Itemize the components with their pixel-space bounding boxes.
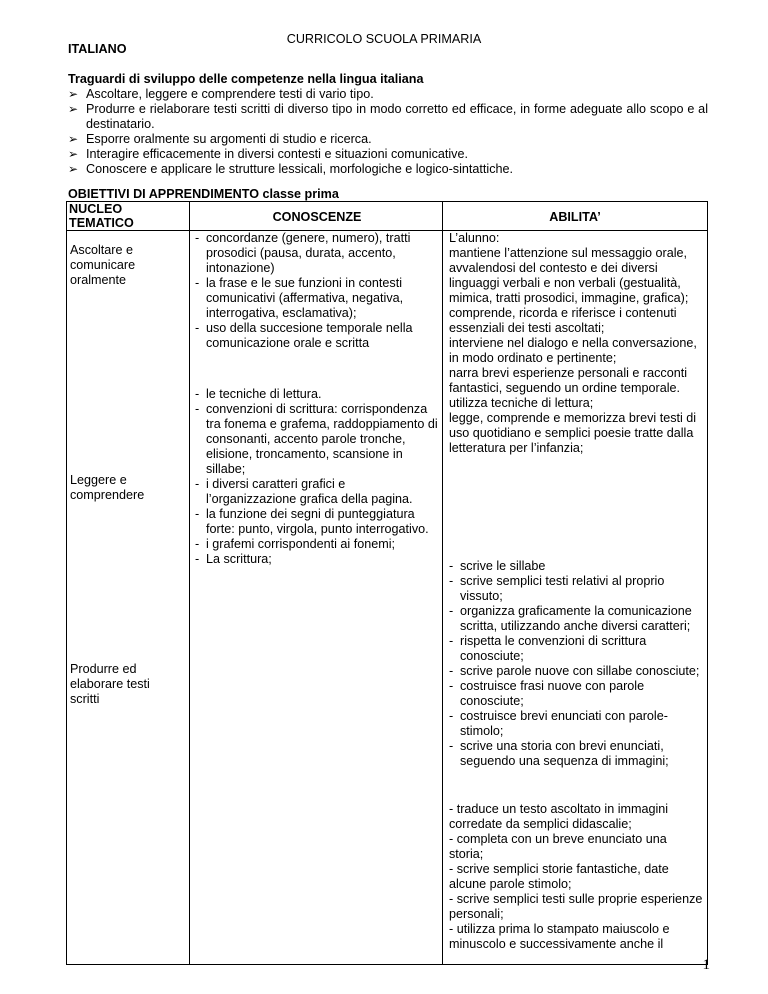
curriculum-table: [66, 201, 708, 965]
list-item: - i diversi caratteri grafici e l’organizzazione grafica della pagina.: [195, 477, 439, 507]
list-item: - organizza graficamente la comunicazione scritta, utilizzando anche diversi caratteri;: [449, 604, 701, 634]
traguardi-item: ➢ Conoscere e applicare le strutture lessicali, morfologiche e logico-sintattiche.: [68, 162, 513, 176]
list-item: - scrive parole nuove con sillabe conosciute;: [449, 664, 701, 679]
traguardi-list: [68, 87, 708, 177]
header-abilita: ABILITA’: [549, 210, 601, 224]
list-item: - le tecniche di lettura.: [195, 387, 439, 402]
nucleo-ascoltare: Ascoltare e comunicare oralmente: [70, 243, 136, 287]
list-item: - rispetta le convenzioni di scrittura conosciute;: [449, 634, 701, 664]
traguardi-item: ➢ Interagire efficacemente in diversi contesti e situazioni comunicative.: [68, 147, 468, 161]
conoscenze-list-ascolto: [195, 231, 439, 351]
arrow-bullet-icon: ➢: [68, 132, 79, 146]
table-column-divider: [189, 202, 190, 964]
list-item: - i grafemi corrispondenti ai fonemi;: [195, 537, 439, 552]
list-item: - la funzione dei segni di punteggiatura forte: punto, virgola, punto interrogativo.: [195, 507, 439, 537]
arrow-bullet-icon: ➢: [68, 102, 79, 116]
traguardi-section: [68, 72, 708, 177]
document-title: CURRICOLO SCUOLA PRIMARIA: [286, 32, 482, 46]
list-item: - convenzioni di scrittura: corrispondenza tra fonema e grafema, raddoppiamento di consonanti, accento parole tronche, elisione, troncamento, scansione in sillabe;: [195, 402, 439, 477]
conoscenze-list-lettura: [195, 387, 439, 567]
traguardi-item: ➢ Produrre e rielaborare testi scritti di diverso tipo in modo corretto ed efficace, in forme adeguate allo scopo e al destinatario.: [68, 102, 708, 131]
abilita-ascolto-lettura: L’alunno: mantiene l’attenzione sul messaggio orale, avvalendosi del contesto e dei diversi linguaggi verbali e non verbali (gestualità, mimica, tratti prosodici, immagine, grafica); comprende, ricorda e riferisce i contenuti essenziali dei testi ascoltati; interviene nel dialogo e nella conversazione, in modo ordinato e pertinente; narra brevi esperienze personali e racconti fantastici, seguendo un ordine temporale. utilizza tecniche di lettura; legge, comprende e memorizza brevi testi di uso quotidiano e semplici poesie tratte dalla letteratura per l’infanzia;: [449, 231, 697, 455]
page-number: 1: [702, 957, 710, 973]
arrow-bullet-icon: ➢: [68, 87, 79, 101]
nucleo-leggere: Leggere e comprendere: [70, 473, 145, 502]
list-item: - la frase e le sue funzioni in contesti comunicativi (affermativa, negativa, interrogativa, esclamativa);: [195, 276, 439, 321]
traguardi-item: ➢ Esporre oralmente su argomenti di studio e ricerca.: [68, 132, 372, 146]
obiettivi-heading: OBIETTIVI DI APPRENDIMENTO classe prima: [68, 187, 339, 201]
list-item: - uso della succesione temporale nella comunicazione orale e scritta: [195, 321, 439, 351]
list-item: - costruisce frasi nuove con parole conosciute;: [449, 679, 701, 709]
subject-heading: ITALIANO: [68, 42, 127, 56]
header-nucleo-tematico: NUCLEO TEMATICO: [69, 202, 134, 230]
header-conoscenze: CONOSCENZE: [272, 210, 362, 224]
list-item: - scrive le sillabe: [449, 559, 701, 574]
list-item: - scrive semplici testi relativi al proprio vissuto;: [449, 574, 701, 604]
abilita-list-scrittura: [449, 559, 701, 769]
list-item: - La scrittura;: [195, 552, 439, 567]
table-column-divider: [442, 202, 443, 964]
list-item: - concordanze (genere, numero), tratti prosodici (pausa, durata, accento, intonazione): [195, 231, 439, 276]
nucleo-produrre: Produrre ed elaborare testi scritti: [70, 662, 150, 706]
traguardi-heading: Traguardi di sviluppo delle competenze nella lingua italiana: [68, 72, 424, 86]
list-item: - costruisce brevi enunciati con parole-stimolo;: [449, 709, 701, 739]
list-item: - scrive una storia con brevi enunciati, seguendo una sequenza di immagini;: [449, 739, 701, 769]
abilita-produzione: - traduce un testo ascoltato in immagini corredate da semplici didascalie; - completa con un breve enunciato una storia; - scrive semplici storie fantastiche, date alcune parole stimolo; - scrive semplici testi sulle proprie esperienze personali; - utilizza prima lo stampato maiuscolo e minuscolo e successivamente anche il: [449, 802, 703, 951]
arrow-bullet-icon: ➢: [68, 147, 79, 161]
traguardi-item: ➢ Ascoltare, leggere e comprendere testi di vario tipo.: [68, 87, 374, 101]
arrow-bullet-icon: ➢: [68, 162, 79, 176]
